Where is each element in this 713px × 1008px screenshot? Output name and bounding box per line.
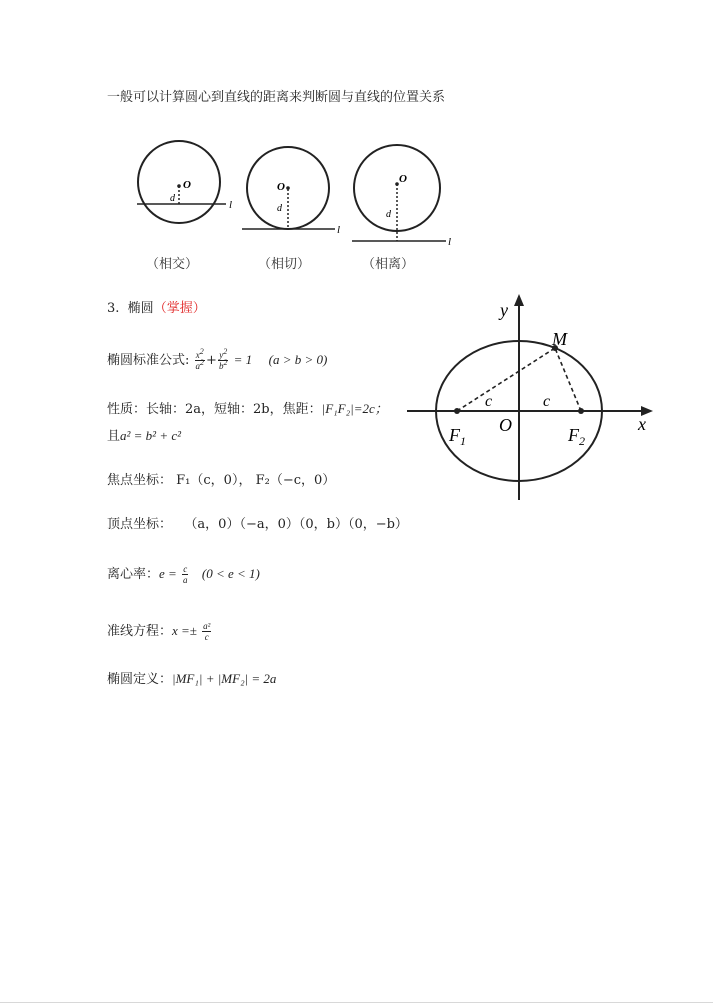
mf1-segment — [457, 348, 555, 411]
page-bottom-divider — [0, 1002, 713, 1003]
eccentricity-label: 离心率： — [107, 567, 160, 582]
frac-y2-b2: $\frac{y^2}{b^2}$ — [218, 347, 228, 371]
properties-line2 — [107, 427, 181, 446]
caption-tangent: （相切） — [258, 257, 311, 272]
caption-separate: （相离） — [362, 257, 415, 272]
foci-line — [107, 472, 335, 490]
focus-1-coord: F₁（c，0）， — [176, 473, 252, 488]
standard-eq-label: 椭圆标准公式: — [107, 353, 190, 368]
standard-eq-rhs: = 1 — [233, 352, 253, 367]
point-f1 — [454, 408, 460, 414]
vertices-value: （a，0）（−a，0）（0，b）（0，−b） — [184, 517, 408, 532]
intro-text: 一般可以计算圆心到直线的距离来判断圆与直线的位置关系 — [107, 90, 446, 105]
svg-text:F1: $F_1$ — [449, 425, 466, 448]
svg-text:x: x — [638, 414, 646, 434]
standard-eq-condition: (a > b > 0) — [268, 352, 328, 367]
directrix-lhs: x =± — [172, 623, 197, 638]
section-heading — [107, 300, 206, 318]
definition-expr: |MF₁| + |MF₂| = 2a — [172, 671, 277, 686]
properties-line1 — [107, 400, 388, 419]
frac-a2-c: $\frac{\text{a²}}{c}$ — [203, 621, 211, 642]
svg-text:O: O — [399, 173, 407, 185]
svg-text:y: y — [500, 300, 508, 320]
properties-prefix: 且 — [107, 429, 121, 444]
foci-label: 焦点坐标： — [107, 473, 173, 488]
section-tag: （掌握） — [153, 301, 206, 316]
section-number: 3. — [107, 301, 120, 316]
ellipse-figure — [405, 292, 665, 507]
abc-relation: a² = b² + c² — [120, 428, 182, 443]
point-f2 — [578, 408, 584, 414]
circle-separate — [352, 145, 451, 248]
svg-text:c: c — [543, 393, 551, 410]
circle-intersect — [137, 141, 232, 223]
directrix-line — [107, 619, 212, 644]
definition-line — [107, 670, 276, 689]
svg-text:l: l — [337, 224, 341, 236]
svg-text:O: O — [499, 415, 512, 435]
svg-text:O: O — [183, 179, 191, 191]
svg-text:d: d — [277, 203, 282, 214]
mf2-segment — [555, 348, 581, 411]
svg-text:d: d — [386, 209, 391, 220]
frac-c-a: $\frac{c}{a}$ — [182, 564, 188, 585]
svg-text:l: l — [229, 199, 233, 211]
svg-text:c: c — [485, 393, 493, 410]
y-axis-arrow — [514, 294, 524, 306]
section-title: 椭圆 — [127, 301, 154, 316]
eccentricity-line — [107, 562, 260, 587]
properties-text: 性质：长轴：2a，短轴：2b，焦距： — [107, 402, 322, 417]
svg-text:F2: $F_2$ — [568, 425, 585, 448]
svg-text:l: l — [448, 236, 452, 248]
vertices-line — [107, 516, 408, 534]
svg-text:O: O — [277, 181, 285, 193]
svg-text:d: d — [170, 193, 175, 204]
frac-x2-a2: $\frac{x^2}{a^2}$ — [195, 347, 205, 371]
svg-text:M: M — [552, 329, 567, 349]
focus-2-coord: F₂（−c，0） — [255, 473, 336, 488]
circle-line-figure — [130, 140, 470, 260]
caption-intersect: （相交） — [146, 257, 199, 272]
vertices-label: 顶点坐标： — [107, 517, 173, 532]
eccentricity-range: (0 < e < 1) — [201, 566, 260, 581]
circle-tangent — [242, 147, 340, 236]
definition-label: 椭圆定义： — [107, 672, 173, 687]
eccentricity-lhs: e = — [159, 566, 177, 581]
focal-distance-expr: |F₁F₂|=2c； — [321, 401, 388, 416]
directrix-label: 准线方程： — [107, 624, 173, 639]
standard-equation: 椭圆标准公式: $\frac{x^2}{a^2}$ + $\frac{y^2}{b^2}$ = 1 (a > b > 0) — [107, 347, 328, 371]
